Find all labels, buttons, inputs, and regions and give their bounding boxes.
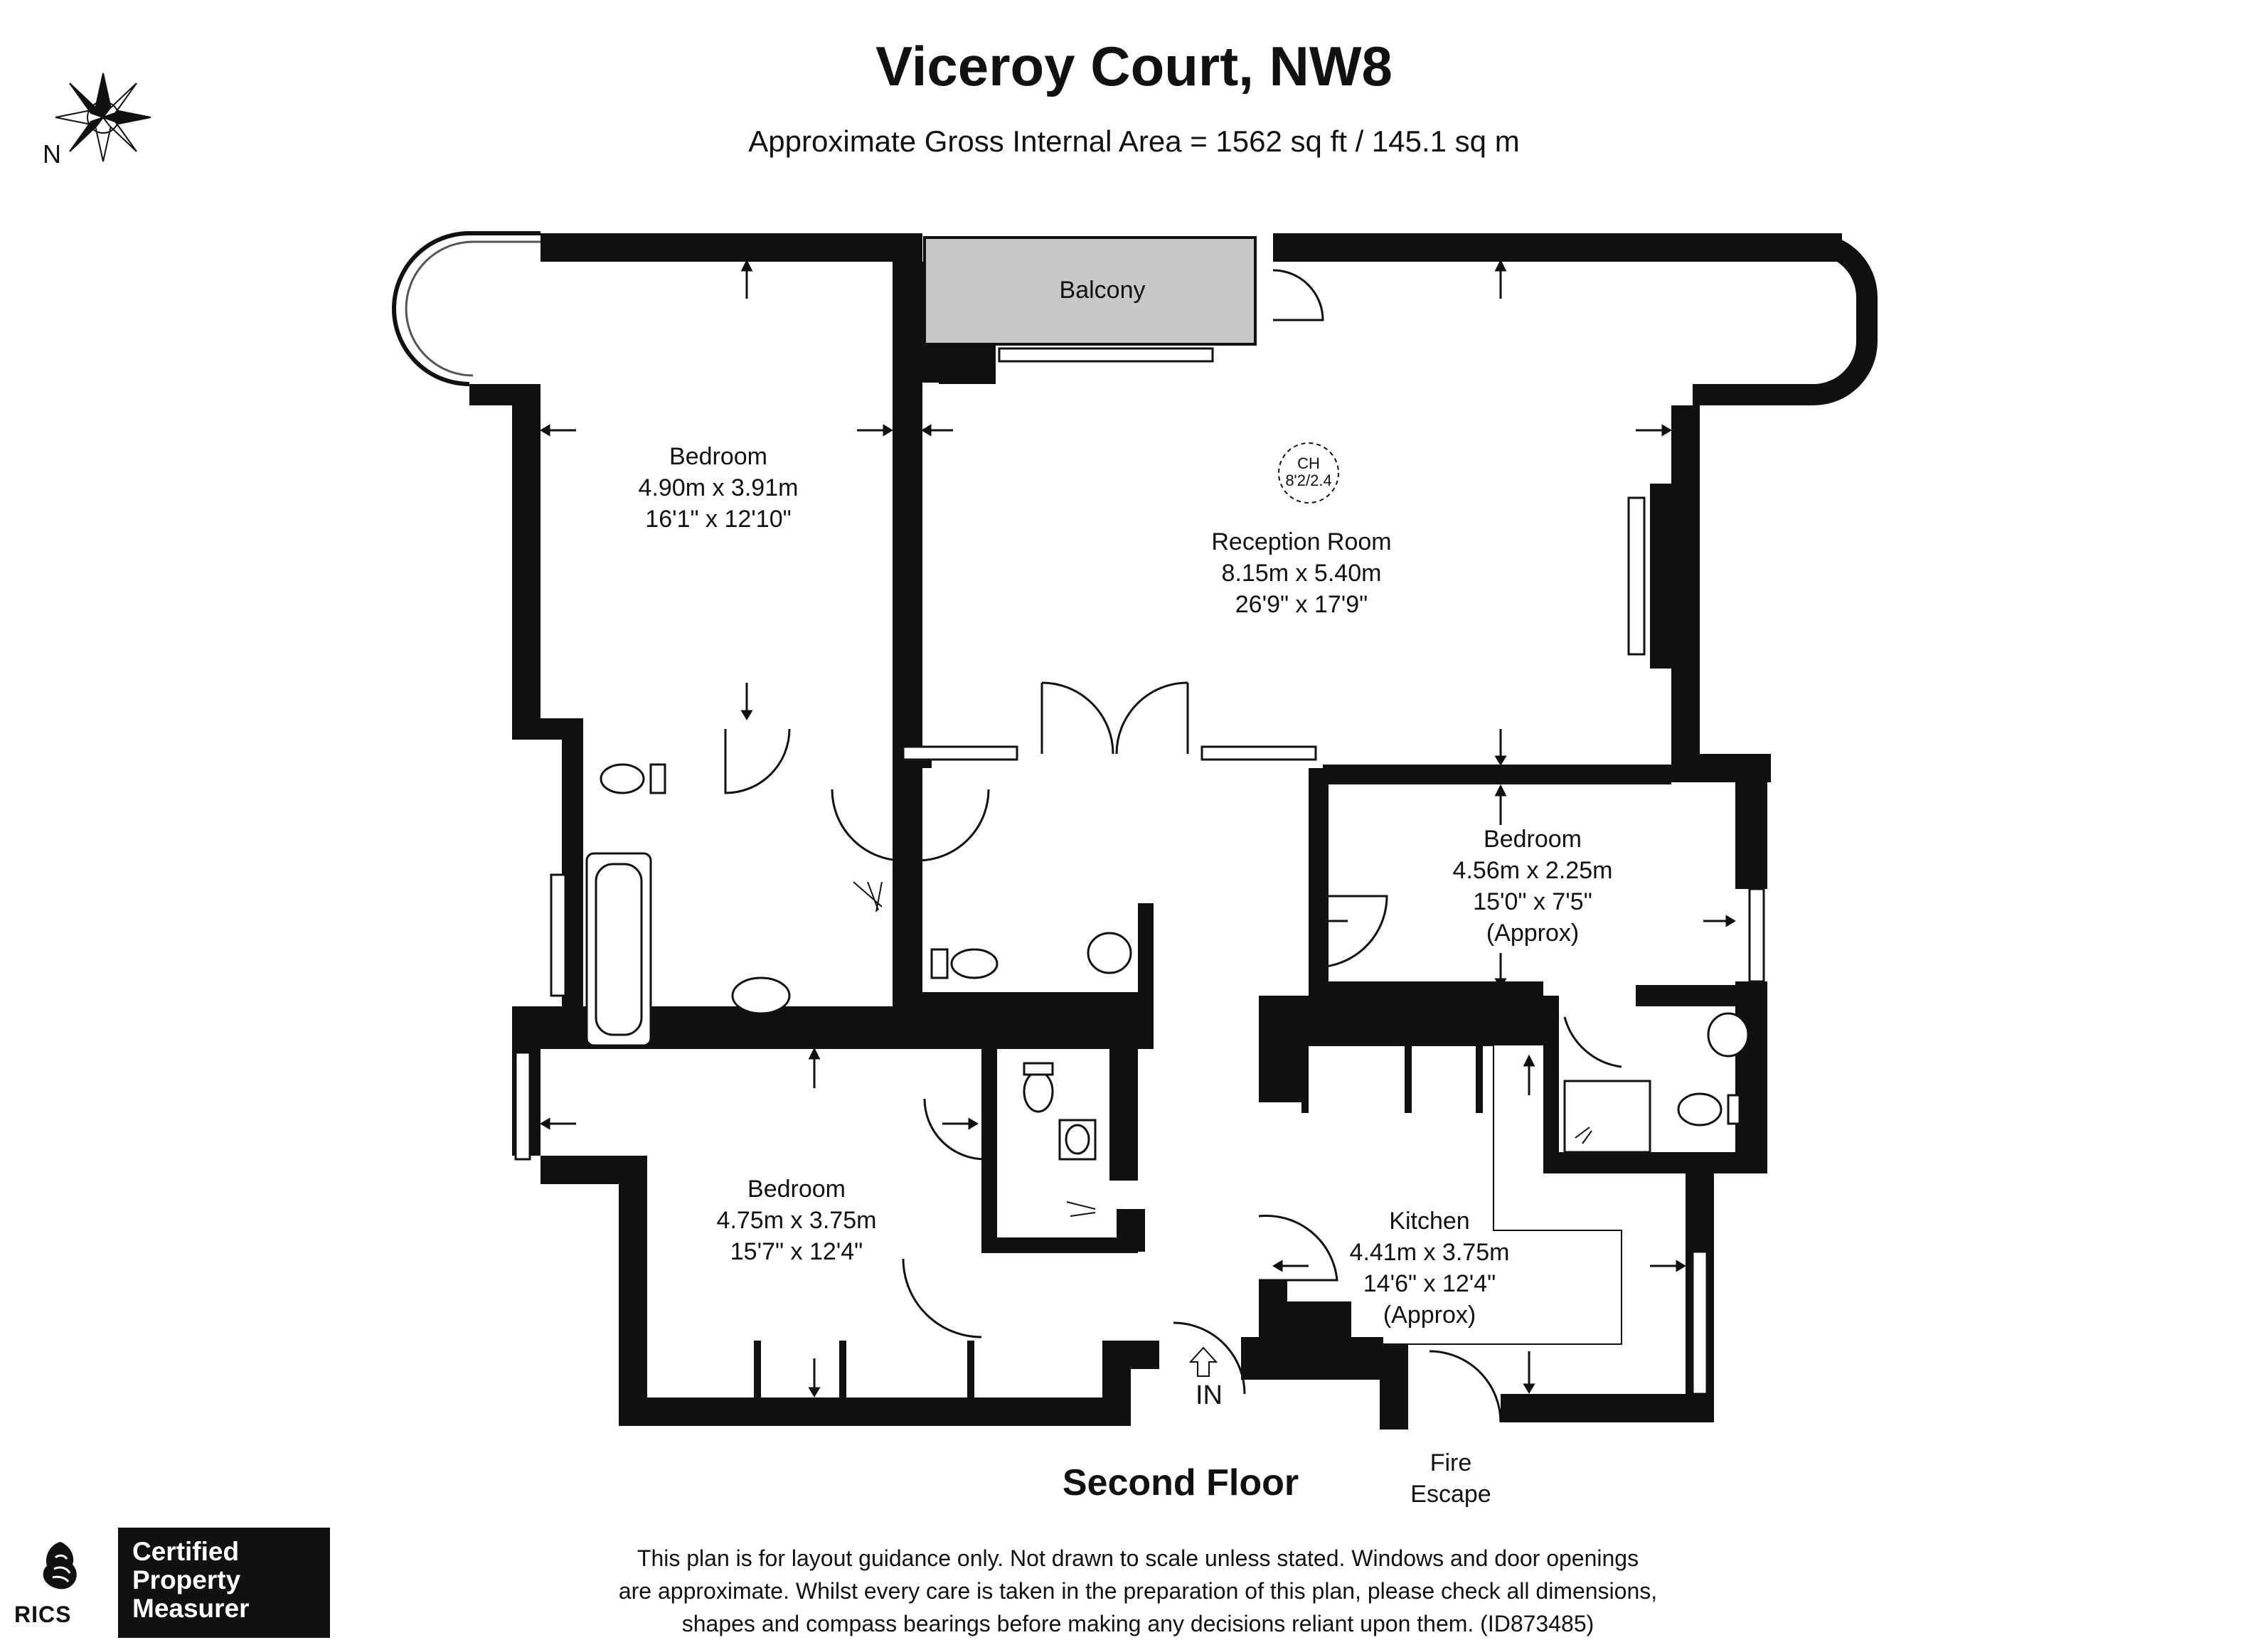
gross-area-subtitle: Approximate Gross Internal Area = 1562 sq ft / 145.1 sq m (748, 124, 1520, 158)
fire-escape-label (1380, 1447, 1522, 1510)
ceiling-height-code: CH (1297, 454, 1320, 472)
room-imperial: 15'7" x 12'4" (730, 1238, 863, 1265)
room-imperial: 15'0" x 7'5" (1473, 888, 1592, 915)
room-note: (Approx) (1486, 920, 1580, 947)
room-name: Reception Room (1211, 528, 1392, 555)
bedroom-1-label (576, 441, 861, 535)
kitchen-label (1323, 1205, 1536, 1331)
rics-lion-icon (28, 1536, 92, 1600)
disclaimer-line-1: This plan is for layout guidance only. Not drawn to scale unless stated. Windows and door openings (637, 1545, 1639, 1571)
room-metric: 4.75m x 3.75m (716, 1207, 877, 1234)
cert-line-1: Certified (132, 1537, 240, 1566)
disclaimer-line-2: are approximate. Whilst every care is taken in the preparation of this plan, please check all dimensions, (618, 1578, 1658, 1604)
room-imperial: 14'6" x 12'4" (1363, 1270, 1496, 1297)
balcony-label: Balcony (1059, 277, 1146, 304)
room-metric: 8.15m x 5.40m (1221, 560, 1382, 587)
ceiling-height-label (1279, 455, 1338, 489)
ceiling-height-value: 8'2/2.4 (1285, 472, 1332, 489)
fire-escape-line-1: Fire (1430, 1449, 1472, 1476)
disclaimer (526, 1542, 1750, 1640)
entrance-label: IN (1196, 1380, 1223, 1410)
compass-north-label: N (43, 139, 61, 169)
cert-line-3: Measurer (132, 1594, 250, 1623)
reception-room-label (1124, 526, 1479, 620)
room-name: Bedroom (669, 443, 767, 470)
room-name: Bedroom (1484, 826, 1582, 853)
room-imperial: 16'1" x 12'10" (645, 506, 792, 533)
fire-escape-line-2: Escape (1410, 1481, 1491, 1508)
certified-property-measurer-badge (118, 1528, 330, 1638)
bedroom-3-label (654, 1173, 939, 1267)
floor-label: Second Floor (1062, 1462, 1299, 1503)
cert-line-2: Property (132, 1565, 241, 1594)
room-note: (Approx) (1383, 1301, 1476, 1328)
room-metric: 4.41m x 3.75m (1349, 1239, 1510, 1266)
room-imperial: 26'9" x 17'9" (1235, 591, 1368, 618)
bedroom-2-label (1405, 824, 1661, 949)
room-metric: 4.90m x 3.91m (638, 474, 799, 501)
room-metric: 4.56m x 2.25m (1452, 857, 1613, 884)
room-name: Kitchen (1389, 1208, 1470, 1235)
balcony-window (999, 348, 1213, 361)
rics-logo-text: RICS (14, 1602, 72, 1627)
plan-title: Viceroy Court, NW8 (875, 35, 1393, 97)
disclaimer-line-3: shapes and compass bearings before making any decisions reliant upon them. (ID873485) (681, 1611, 1594, 1636)
room-name: Bedroom (747, 1176, 846, 1203)
